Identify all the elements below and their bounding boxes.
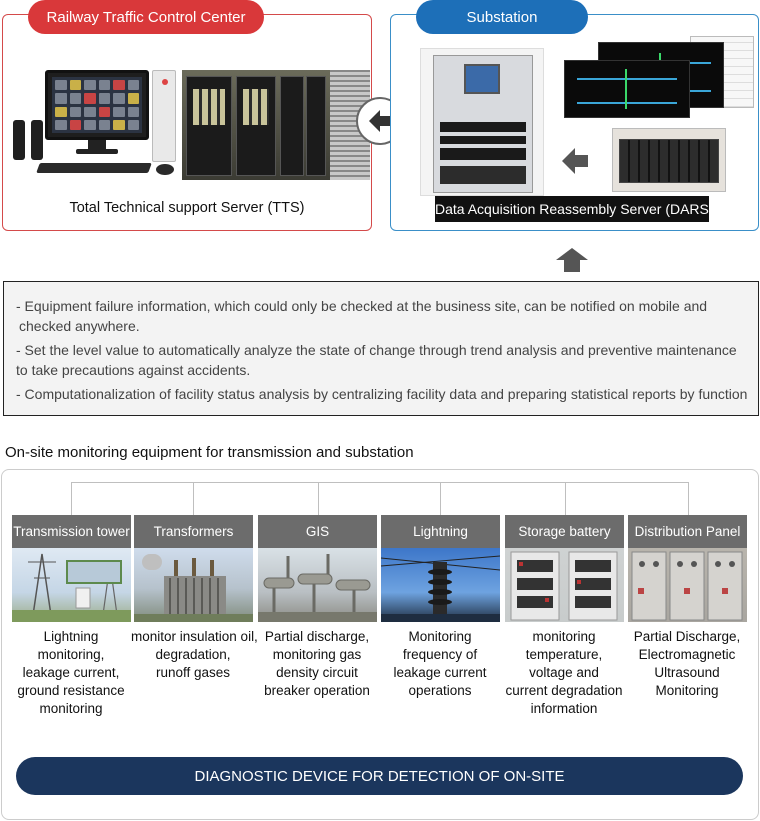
benefit-line: to take precautions against accidents. bbox=[16, 362, 251, 378]
speaker-icon bbox=[13, 120, 25, 160]
diagram-screenshot bbox=[564, 60, 690, 118]
benefit-line: checked anywhere. bbox=[19, 318, 140, 334]
tree-connector bbox=[71, 482, 689, 483]
category-header-gis: GIS bbox=[258, 515, 377, 548]
section-title: On-site monitoring equipment for transmission and substation bbox=[5, 444, 414, 461]
category-header-distribution-panel: Distribution Panel bbox=[628, 515, 747, 548]
mouse-icon bbox=[156, 164, 174, 175]
server-rack-photo bbox=[182, 70, 370, 180]
benefits-box bbox=[3, 281, 759, 416]
category-header-storage-battery: Storage battery bbox=[505, 515, 624, 548]
control-center-badge: Railway Traffic Control Center bbox=[28, 0, 264, 34]
category-header-lightning: Lightning bbox=[381, 515, 500, 548]
monitor-icon bbox=[45, 70, 149, 140]
category-desc-lightning: Monitoring frequency of leakage current operations bbox=[393, 629, 487, 698]
keyboard-icon bbox=[36, 163, 152, 173]
lightning-arrester-photo bbox=[381, 548, 500, 622]
arrow-left-icon bbox=[562, 146, 588, 176]
category-desc-transmission-tower: Lightning monitoring, leakage current, ground resistance monitoring bbox=[17, 629, 125, 716]
category-header-transformers: Transformers bbox=[134, 515, 253, 548]
tts-caption: Total Technical support Server (TTS) bbox=[69, 200, 305, 216]
category-header-transmission-tower: Transmission tower bbox=[12, 515, 131, 548]
dars-server-photo bbox=[612, 128, 726, 192]
pc-tower-icon bbox=[152, 70, 176, 162]
distribution-panel-photo bbox=[628, 548, 747, 622]
substation-badge: Substation bbox=[416, 0, 588, 34]
tree-connector bbox=[193, 482, 194, 515]
speaker-icon bbox=[31, 120, 43, 160]
category-desc-gis: Partial discharge, monitoring gas density circuit breaker operation bbox=[264, 629, 370, 698]
tree-connector bbox=[318, 482, 319, 515]
category-desc-distribution-panel: Partial Discharge, Electromagnetic Ultrasound Monitoring bbox=[633, 629, 741, 698]
transmission-tower-photo bbox=[12, 548, 131, 622]
dars-rack-photo bbox=[420, 48, 544, 196]
storage-battery-photo bbox=[505, 548, 624, 622]
tree-connector bbox=[440, 482, 441, 515]
benefit-line: - Set the level value to automatically analyze the state of change through trend analysis and preventive maintenance bbox=[16, 342, 737, 358]
category-desc-transformers: monitor insulation oil, degradation, runoff gases bbox=[131, 629, 258, 680]
arrow-up-icon bbox=[556, 248, 588, 272]
category-desc-storage-battery: monitoring temperature, voltage and current degradation information bbox=[505, 629, 623, 716]
tree-connector bbox=[565, 482, 566, 515]
benefit-line: - Equipment failure information, which could only be checked at the business site, can be notified on mobile and bbox=[16, 298, 708, 314]
benefit-line: - Computationalization of facility status analysis by centralizing facility data and preparing statistical reports by function bbox=[16, 386, 748, 402]
tree-connector bbox=[71, 482, 72, 515]
diagnostic-device-banner: DIAGNOSTIC DEVICE FOR DETECTION OF ON-SITE bbox=[16, 757, 743, 795]
gis-photo bbox=[258, 548, 377, 622]
dars-caption: Data Acquisition Reassembly Server (DARS) bbox=[435, 196, 709, 222]
transformer-photo bbox=[134, 548, 253, 622]
tree-connector bbox=[688, 482, 689, 515]
